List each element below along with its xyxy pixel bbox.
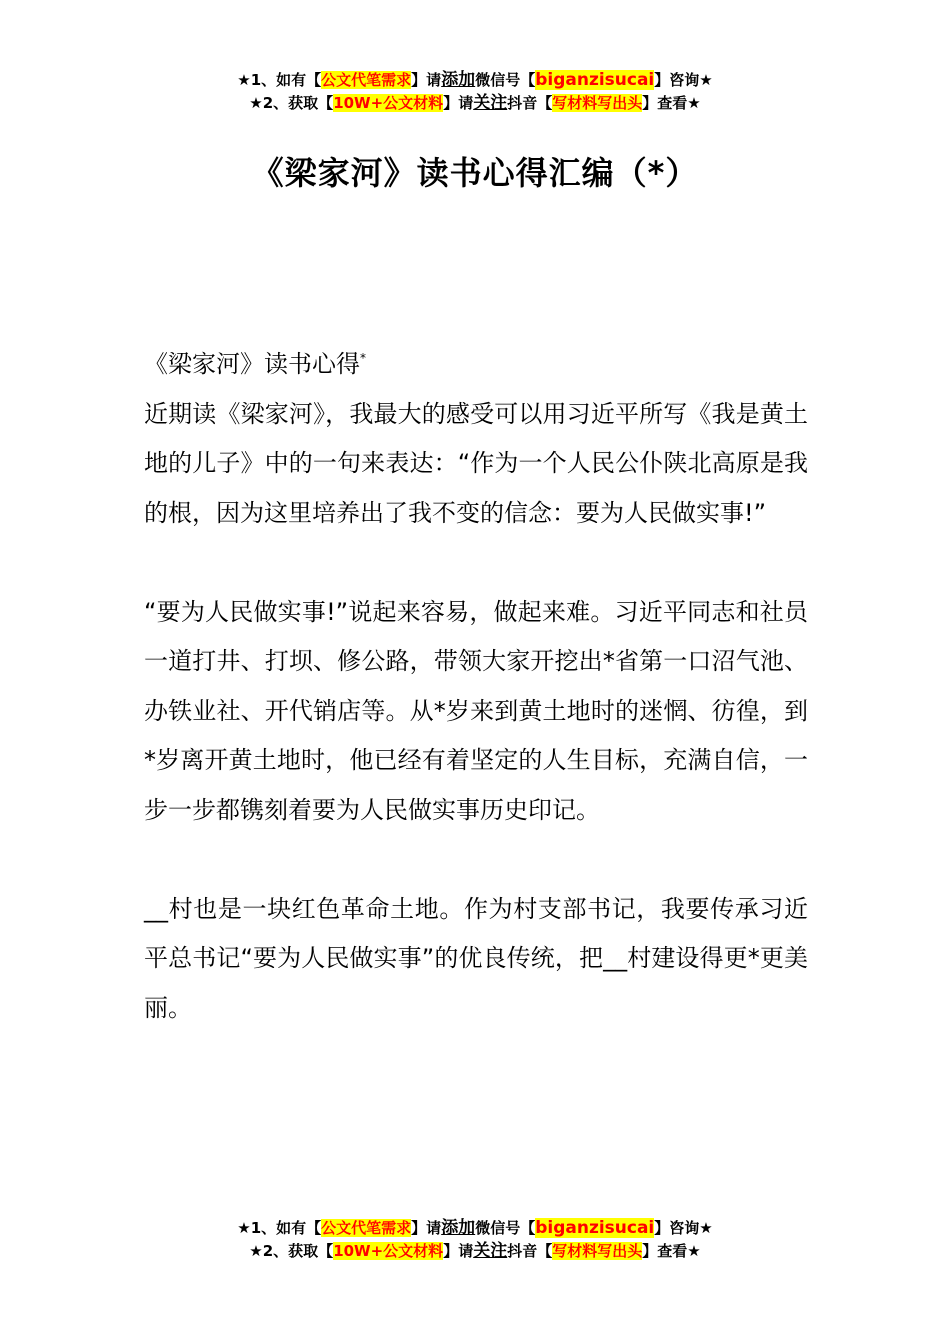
- paragraph-2: “要为人民做实事!”说起来容易，做起来难。习近平同志和社员一道打井、打坝、修公路，带领大家开挖出*省第一口沼气池、办铁业社、开代销店等。从*岁来到黄土地时的迷惘、彷徨，到*岁离开黄土地时，他已经有着坚定的人生目标，充满自信，一步一步都镌刻着要为人民做实事历史印记。: [144, 597, 808, 824]
- promo-text: ★2、获取【: [249, 1242, 334, 1260]
- promo-douyin-account: 写材料写出头: [552, 1242, 643, 1260]
- promo-wechat-id: biganzisucai: [535, 70, 655, 90]
- promo-highlight-materials: 10W+公文材料: [333, 1242, 444, 1260]
- promo-highlight-writing-service: 公文代笔需求: [321, 71, 412, 89]
- article-subtitle-mark: *: [360, 351, 366, 365]
- paragraph-1: 近期读《梁家河》，我最大的感受可以用习近平所写《我是黄土地的儿子》中的一句来表达：“作为一个人民公仆陕北高原是我的根，因为这里培养出了我不变的信念：要为人民做实事!”: [144, 399, 808, 527]
- promo-line-2: [0, 1240, 950, 1263]
- promo-emphasis: 关注: [473, 1241, 508, 1261]
- footer-promo-banner: [0, 1217, 950, 1263]
- promo-text: 】请: [411, 1219, 442, 1237]
- article-subtitle: [144, 340, 808, 390]
- promo-emphasis: 添加: [441, 1218, 476, 1238]
- article-body: [144, 340, 808, 1033]
- promo-text: ★2、获取【: [249, 94, 334, 112]
- promo-text: 抖音【: [507, 94, 553, 112]
- promo-text: 】查看★: [642, 94, 701, 112]
- promo-highlight-writing-service: 公文代笔需求: [321, 1219, 412, 1237]
- paragraph-3: __村也是一块红色革命土地。作为村支部书记，我要传承习近平总书记“要为人民做实事”的优良传统，把__村建设得更*更美丽。: [144, 894, 808, 1022]
- promo-text: 】请: [443, 1242, 474, 1260]
- promo-text: 微信号【: [475, 71, 536, 89]
- document-title: 《梁家河》读书心得汇编（*）: [251, 154, 699, 192]
- promo-wechat-id: biganzisucai: [535, 1218, 655, 1238]
- promo-line-1: [0, 69, 950, 92]
- promo-line-2: [0, 92, 950, 115]
- promo-text: 】查看★: [642, 1242, 701, 1260]
- article-subtitle-text: 《梁家河》读书心得: [144, 350, 360, 378]
- promo-text: 】咨询★: [654, 71, 713, 89]
- promo-douyin-account: 写材料写出头: [552, 94, 643, 112]
- promo-text: ★1、如有【: [237, 1219, 322, 1237]
- promo-text: 】咨询★: [654, 1219, 713, 1237]
- promo-text: 抖音【: [507, 1242, 553, 1260]
- promo-text: 】请: [443, 94, 474, 112]
- promo-text: 微信号【: [475, 1219, 536, 1237]
- promo-line-1: [0, 1217, 950, 1240]
- promo-highlight-materials: 10W+公文材料: [333, 94, 444, 112]
- promo-text: 】请: [411, 71, 442, 89]
- promo-emphasis: 添加: [441, 70, 476, 90]
- promo-text: ★1、如有【: [237, 71, 322, 89]
- header-promo-banner: [0, 69, 950, 115]
- promo-emphasis: 关注: [473, 93, 508, 113]
